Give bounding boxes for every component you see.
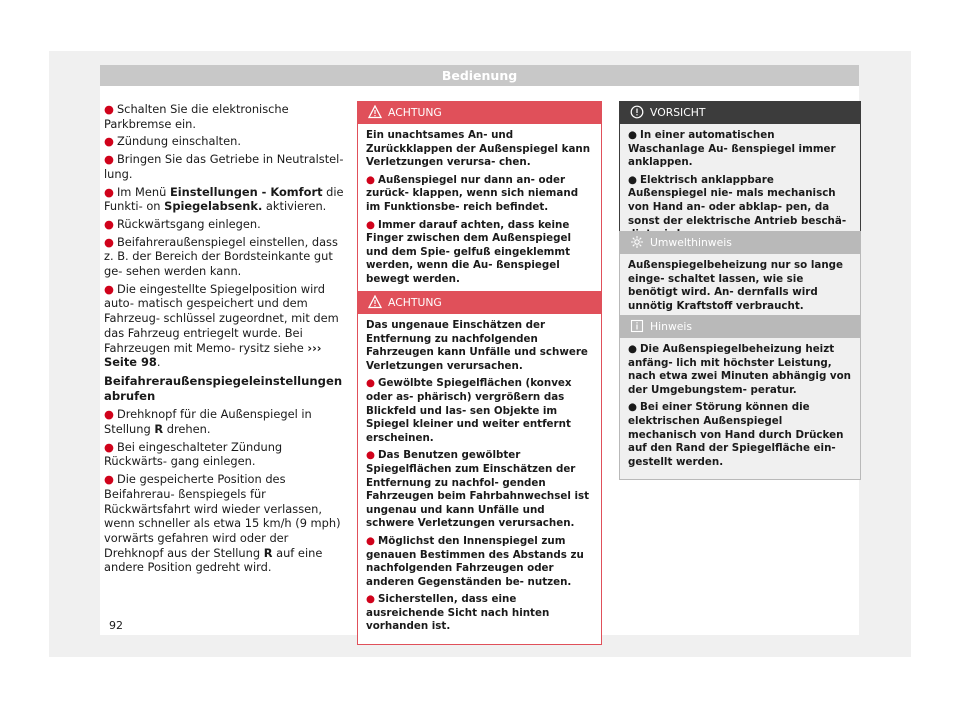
box-bullet-item — [628, 401, 852, 469]
bullet-icon: ● — [366, 449, 375, 462]
instructions-column — [104, 102, 346, 578]
item-text: Die gespeicherte Position des Beifahrerau- ßenspiegels für Rückwärtsfahrt wird wieder verlassen, wenn schneller als etwa 15 km/h (9 mph) vorwärts gefahren wird oder der Drehknopf aus der Stellung — [104, 472, 341, 560]
box-bullet-item — [366, 219, 593, 287]
box-bullet-item — [628, 129, 852, 170]
box-bullet-text: In einer automatischen Waschanlage Au- ßenspiegel immer anklappen. — [628, 129, 836, 169]
item-text: . — [156, 355, 161, 370]
note-body — [620, 338, 860, 479]
warning-title — [358, 292, 601, 314]
item-text: Im Menü — [116, 184, 170, 199]
item-bold-text: R — [263, 545, 273, 560]
item-text: drehen. — [163, 422, 211, 437]
info-square-icon — [630, 319, 644, 333]
box-bullet-item — [366, 593, 593, 634]
item-bold-text: Spiegelabsenk. — [164, 199, 263, 214]
item-text: Die eingestellte Spiegelposition wird auto- matisch gespeichert und dem Fahrzeug- schlüssel zugeordnet, mit dem das Fahrzeug entriegelt wurde. Bei Fahrzeugen mit Memo- rysitz siehe — [104, 281, 339, 355]
box-bullet-item — [628, 343, 852, 397]
list-item — [104, 440, 346, 469]
bullet-icon: ● — [628, 343, 637, 355]
list-item — [104, 472, 346, 575]
box-bullet-item — [366, 535, 593, 589]
warning-title — [358, 102, 601, 124]
warning-box-folding — [357, 101, 602, 298]
bullet-icon: ● — [104, 216, 114, 231]
environment-title-text: Umwelthinweis — [650, 236, 732, 249]
warning-title-text: ACHTUNG — [388, 106, 442, 119]
page-header: Bedienung — [100, 65, 859, 86]
item-bold-text: R — [154, 422, 164, 437]
bullet-icon: ● — [104, 152, 114, 167]
item-text: aktivieren. — [262, 199, 327, 214]
item-text: Drehknopf für die Außenspiegel in Stellung — [104, 407, 312, 437]
bullet-icon: ● — [104, 234, 114, 249]
item-text: Rückwärtsgang einlegen. — [116, 216, 261, 231]
box-bullet-item — [366, 174, 593, 215]
list-item — [104, 102, 346, 131]
item-text: Zündung einschalten. — [116, 134, 241, 149]
bullet-icon: ● — [366, 218, 375, 231]
note-title — [620, 316, 860, 338]
section-subheading: Beifahreraußenspiegeleinstellungen abrufen — [104, 373, 343, 403]
instruction-list — [104, 102, 346, 370]
box-bullet-text: Immer darauf achten, dass keine Finger zwischen dem Außenspiegel und dem Spie- gelfuß eingeklemmt werden, wenn die Au- ßenspiegel bewegt werden. — [366, 218, 571, 285]
warning-body — [358, 124, 601, 297]
warning-triangle-icon — [368, 105, 382, 119]
box-bullet-text: Elektrisch anklappbare Außenspiegel nie- mals mechanisch von Hand an- oder abklap- pen, da sonst der elektrische Antrieb beschä- — [628, 173, 847, 227]
box-bullet-text: Außenspiegel nur dann an- oder zurück- klappen, wenn sich niemand im Funktionsbe- reich befindet. — [366, 173, 579, 213]
box-bullet-item — [366, 377, 593, 445]
bullet-icon: ● — [104, 281, 114, 296]
bullet-icon: ● — [104, 472, 114, 487]
box-bullet-item — [366, 449, 593, 531]
box-bullet-text: Sicherstellen, dass eine ausreichende Sicht nach hinten vorhanden ist. — [366, 593, 550, 633]
environment-text: Außenspiegelbeheizung nur so lange einge- schaltet lassen, wie sie benötigt wird. An- dernfalls wird unnötig Kraftstoff verbraucht. — [628, 259, 843, 312]
bullet-icon: ● — [366, 377, 375, 390]
box-intro: Ein unachtsames An- und Zurückklappen der Außenspiegel kann Verletzungen verursa- chen. — [366, 129, 591, 169]
bullet-icon: ● — [628, 129, 637, 141]
page — [100, 65, 859, 635]
list-item — [104, 407, 346, 436]
bullet-icon: ● — [104, 134, 114, 149]
warning-title-text: ACHTUNG — [388, 296, 442, 309]
warning-body — [358, 314, 601, 644]
caution-title — [620, 102, 860, 124]
note-box — [619, 315, 861, 480]
instruction-list-recall — [104, 407, 346, 575]
environment-body — [620, 254, 860, 323]
environment-title — [620, 232, 860, 254]
page-number: 92 — [109, 619, 123, 632]
item-text: Bringen Sie das Getriebe in Neutralstel- lung. — [104, 152, 344, 181]
warning-box-distance — [357, 291, 602, 645]
list-item — [104, 217, 346, 232]
list-item — [104, 152, 346, 181]
item-text: auf eine andere Position gedreht wird. — [104, 545, 323, 575]
item-text: Schalten Sie die elektronische Parkbremse ein. — [104, 102, 289, 131]
box-bullet-text: Das Benutzen gewölbter Spiegelflächen zum Einschätzen der Entfernung zu nachfol- genden Fahrzeugen beim Fahrbahnwechsel ist ungenau und kann Unfälle und schwere Verletzungen verursachen. — [366, 449, 590, 530]
leaf-icon — [630, 235, 644, 249]
bullet-icon: ● — [628, 401, 637, 414]
page-background — [49, 51, 911, 657]
list-item — [104, 282, 346, 370]
box-intro: Das ungenaue Einschätzen der Entfernung zu nachfolgenden Fahrzeugen kann Unfälle und schwere Verletzungen verursachen. — [366, 319, 588, 372]
bullet-icon: ● — [366, 593, 375, 606]
item-text: Beifahreraußenspiegel einstellen, dass z. B. der Bereich der Bordsteinkante gut ge- sehen werden kann. — [104, 234, 338, 279]
bullet-icon: ● — [104, 184, 114, 199]
bullet-icon: ● — [628, 173, 637, 186]
bullet-icon: ● — [104, 407, 114, 422]
bullet-icon: ● — [366, 534, 375, 547]
list-item — [104, 134, 346, 149]
bullet-icon: ● — [366, 173, 375, 186]
warning-triangle-icon — [368, 295, 382, 309]
list-item — [104, 185, 346, 214]
item-bold-text: Einstellungen - Komfort — [169, 184, 323, 199]
caution-box — [619, 101, 861, 253]
list-item — [104, 235, 346, 279]
box-bullet-text: Gewölbte Spiegelflächen (konvex oder as- phärisch) vergrößern das Blickfeld und las- sen Objekte im Spiegel kleiner und weiter entfernt erscheinen. — [366, 377, 572, 444]
note-title-text: Hinweis — [650, 320, 693, 333]
info-circle-icon — [630, 105, 644, 119]
item-text: Bei eingeschalteter Zündung Rückwärts- gang einlegen. — [104, 439, 283, 469]
item-bold-text: ››› Seite 98 — [104, 340, 322, 370]
box-bullet-text: Möglichst den Innenspiegel zum genauen Bestimmen des Abstands zu nachfolgenden Fahrzeugen oder anderen Gegenständen be- nutzen. — [366, 534, 584, 588]
item-text: die Funkti- on — [104, 184, 344, 214]
caution-title-text: VORSICHT — [650, 106, 706, 119]
box-bullet-text: Die Außenspiegelbeheizung heizt anfäng- lich mit höchster Leistung, nach etwa zwei Minuten abhängig von der Umgebungstem- peratur. — [628, 343, 852, 396]
bullet-icon: ● — [104, 439, 114, 454]
environment-box — [619, 231, 861, 324]
box-bullet-text: Bei einer Störung können die elektrischen Außenspiegel mechanisch von Hand durch Drücken auf den Rand der Spiegelfläche ein- gestellt werden. — [628, 401, 844, 468]
bullet-icon: ● — [104, 102, 114, 116]
